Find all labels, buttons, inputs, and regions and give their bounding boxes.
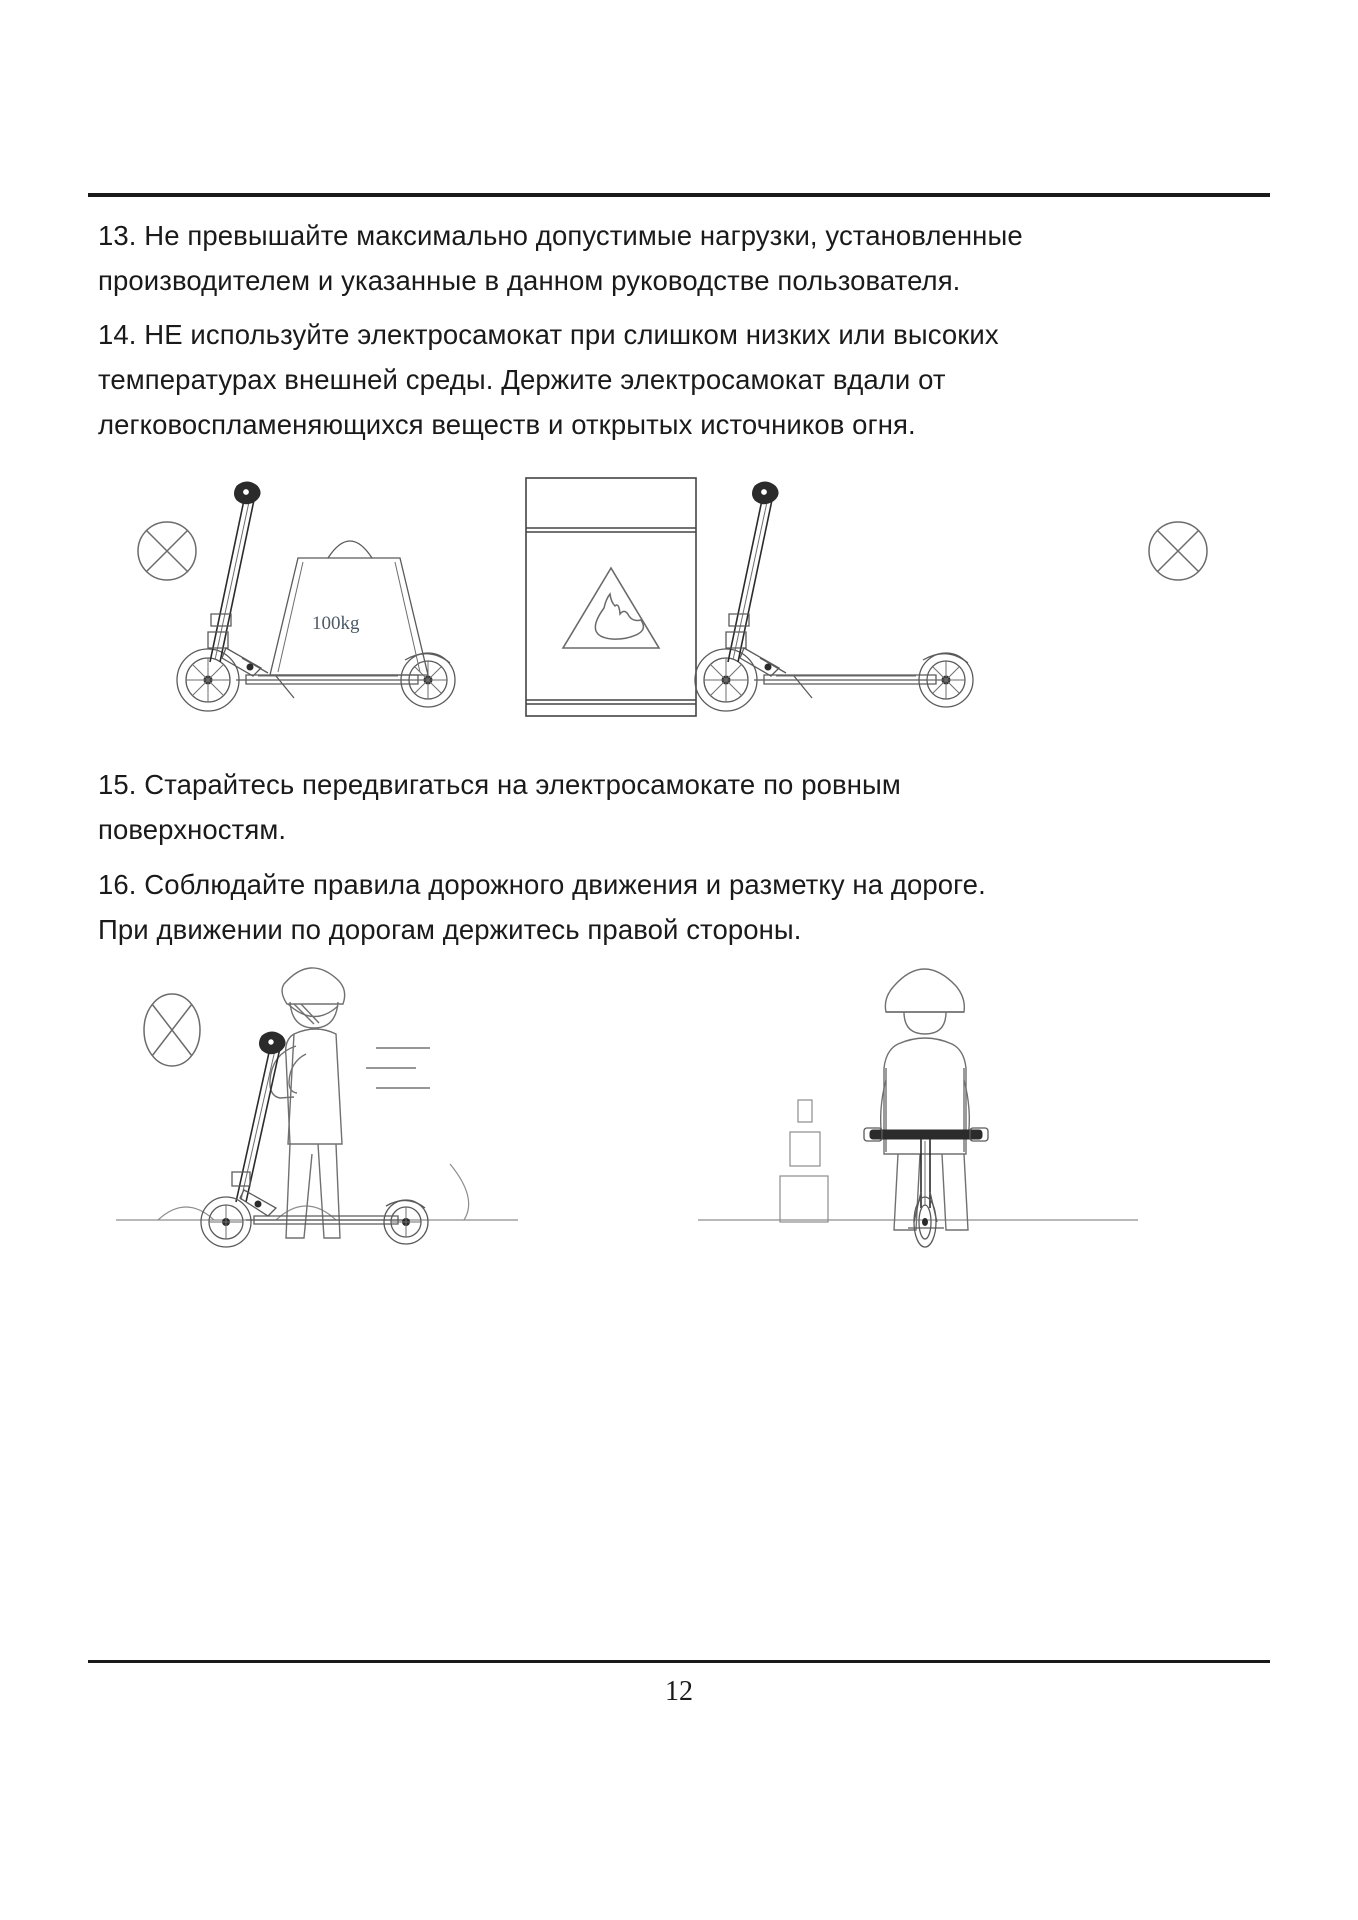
- rider-figure: [270, 968, 345, 1238]
- safety-item-16-line-1: 16. Соблюдайте правила дорожного движения и разметку на дороге.: [98, 869, 986, 900]
- helmet-icon: [282, 968, 345, 1004]
- figure-rider-side-view: [116, 968, 518, 1247]
- ground-bump-left: [158, 1207, 214, 1220]
- footer-rule: [88, 1660, 1270, 1663]
- figure-rider-front-view: [698, 969, 1138, 1247]
- road-curve: [450, 1164, 469, 1220]
- figure-row-safety-14: [98, 462, 1268, 732]
- scooter-side-view-right: [695, 482, 973, 711]
- prohibition-circle-icon: [1149, 522, 1207, 580]
- safety-item-14: [98, 312, 1268, 447]
- scooter-front-view: [864, 1128, 988, 1247]
- safety-item-13-line-1: 13. Не превышайте максимально допустимые нагрузки, установленные: [98, 220, 1023, 251]
- safety-item-14-line-1: 14. НЕ используйте электросамокат при слишком низких или высоких: [98, 319, 999, 350]
- weight-block-100kg: [270, 541, 428, 675]
- fire-hazard-panel: [526, 478, 696, 716]
- weight-label: 100kg: [312, 613, 360, 634]
- handlebar-head: [753, 482, 779, 504]
- safety-item-13: [98, 213, 1268, 303]
- helmet-icon: [885, 969, 964, 1012]
- scooter-side-view-left: [177, 482, 455, 711]
- figure-row-safety-16: [98, 940, 1268, 1260]
- figure-overload-prohibited: [138, 482, 455, 711]
- scooter-with-rider: [201, 1032, 428, 1247]
- prohibition-circle-icon: [138, 522, 196, 580]
- road-lane-markings: [780, 1100, 828, 1222]
- safety-item-14-line-2: температурах внешней среды. Держите электросамокат вдали от: [98, 364, 946, 395]
- figure-fire-prohibited: [526, 478, 1207, 716]
- safety-item-16-line-2: При движении по дорогам держитесь правой стороны.: [98, 914, 802, 945]
- safety-item-15-line-1: 15. Старайтесь передвигаться на электросамокате по ровным: [98, 769, 901, 800]
- safety-item-13-line-2: производителем и указанные в данном руководстве пользователя.: [98, 265, 961, 296]
- safety-item-16: [98, 862, 1268, 952]
- motion-lines-icon: [366, 1048, 430, 1088]
- header-rule: [88, 193, 1270, 197]
- safety-item-15: [98, 762, 1268, 852]
- page-number: 12: [665, 1676, 693, 1707]
- safety-item-15-line-2: поверхностям.: [98, 814, 287, 845]
- handlebar-head: [235, 482, 261, 504]
- safety-item-14-line-3: легковоспламеняющихся веществ и открытых источников огня.: [98, 409, 916, 440]
- prohibition-oval-icon: [144, 994, 200, 1066]
